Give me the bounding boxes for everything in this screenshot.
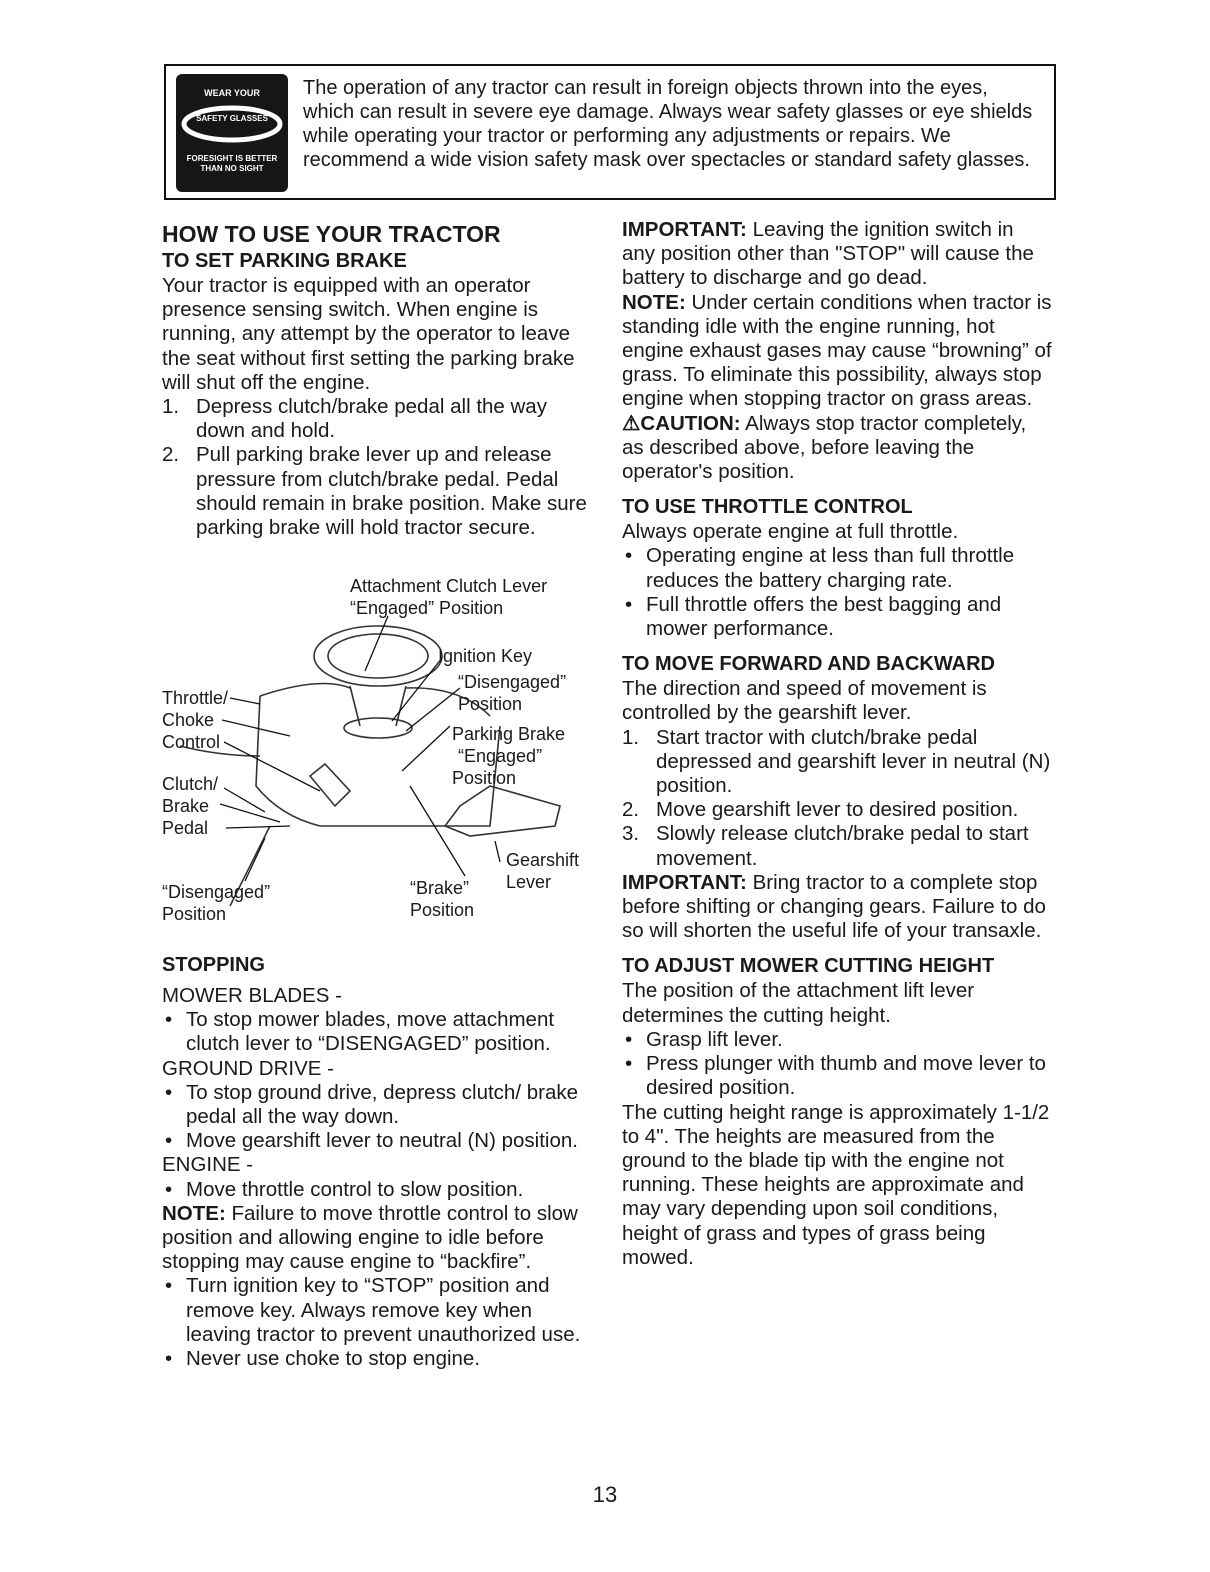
throttle-intro: Always operate engine at full throttle. bbox=[622, 520, 959, 544]
caution-stop: ⚠CAUTION: Always stop tractor completely, as described above, before leaving the operator's position. bbox=[622, 411, 1027, 484]
engine-bullet-1: • Move throttle control to slow position. bbox=[165, 1177, 524, 1201]
label-parking-brake: Parking Brake bbox=[452, 724, 566, 744]
engine-label: ENGINE - bbox=[162, 1153, 254, 1177]
ground-bullet-2: • Move gearshift lever to neutral (N) position. bbox=[165, 1129, 578, 1153]
important-gears: IMPORTANT: Bring tractor to a complete stop before shifting or changing gears. Failure to do so will shorten the useful life of your transaxle. bbox=[622, 870, 1046, 943]
label-position-parking: Position bbox=[452, 768, 517, 788]
label-choke: Choke bbox=[162, 710, 215, 730]
label-clutch: Clutch/ bbox=[162, 774, 219, 794]
throttle-heading: TO USE THROTTLE CONTROL bbox=[622, 496, 913, 519]
page-number: 13 bbox=[592, 1482, 618, 1507]
label-pedal: Pedal bbox=[162, 818, 209, 838]
parking-step-2: 2. Pull parking brake lever up and release pressure from clutch/brake pedal. Pedal should remain in brake position. Make sure parking brake will hold tractor secure. bbox=[162, 443, 587, 540]
badge-line2: SAFETY GLASSES bbox=[196, 114, 268, 123]
mower-bullet-1: • To stop mower blades, move attachment clutch lever to “DISENGAGED” position. bbox=[165, 1008, 555, 1056]
left-column-stopping bbox=[162, 952, 598, 1371]
cutting-outro: The cutting height range is approximately 1-1/2 to 4". The heights are measured from the ground to the blade tip with the engine not running. These heights are approximate and may vary depending upon soil conditions, height of grass and types of grass being mowed. bbox=[622, 1100, 1050, 1269]
mower-blades-label: MOWER BLADES - bbox=[162, 984, 342, 1007]
label-position-pedal: Position bbox=[162, 904, 227, 924]
final-bullet-2: • Never use choke to stop engine. bbox=[165, 1347, 481, 1371]
parking-brake-heading: TO SET PARKING BRAKE bbox=[162, 250, 407, 272]
note-browning: NOTE: Under certain conditions when tractor is standing idle with the engine running, hot engine exhaust gases may cause “browning” of grass. To eliminate this possibility, always stop engine when stopping tractor on grass areas. bbox=[622, 290, 1052, 411]
right-column bbox=[622, 218, 1052, 1270]
label-brake-position-q: “Brake” bbox=[410, 878, 470, 898]
parking-step-1: 1. Depress clutch/brake pedal all the way down and hold. bbox=[162, 395, 547, 443]
parking-brake-intro: Your tractor is equipped with an operator presence sensing switch. When engine is running, any attempt by the operator to leave the seat without first setting the parking brake will shut off the engine. bbox=[162, 274, 575, 394]
label-disengaged-ignition: “Disengaged” bbox=[458, 672, 567, 692]
label-ignition-key: Ignition Key bbox=[438, 646, 533, 666]
safety-glasses-badge bbox=[176, 74, 288, 192]
safety-glasses-icon bbox=[176, 100, 288, 150]
label-position-ignition: Position bbox=[458, 694, 523, 714]
label-engaged-position: “Engaged” Position bbox=[350, 598, 504, 618]
safety-warning-box bbox=[164, 64, 1056, 200]
stopping-heading: STOPPING bbox=[162, 954, 265, 976]
label-brake: Brake bbox=[162, 796, 210, 816]
badge-line3: FORESIGHT IS BETTER THAN NO SIGHT bbox=[186, 154, 278, 173]
label-disengaged-pedal: “Disengaged” bbox=[162, 882, 271, 902]
move-step-2: 2. Move gearshift lever to desired position. bbox=[622, 798, 1019, 822]
move-intro: The direction and speed of movement is controlled by the gearshift lever. bbox=[622, 677, 987, 725]
important-ignition: IMPORTANT: Leaving the ignition switch in any position other than "STOP" will cause the battery to discharge and go dead. bbox=[622, 218, 1034, 290]
move-step-3: 3. Slowly release clutch/brake pedal to start movement. bbox=[622, 822, 1029, 870]
cutting-intro: The position of the attachment lift lever determines the cutting height. bbox=[622, 979, 975, 1027]
cutting-bullet-1: • Grasp lift lever. bbox=[625, 1027, 783, 1051]
left-column-top bbox=[162, 220, 598, 540]
label-control: Control bbox=[162, 732, 221, 752]
caution-icon: ⚠ bbox=[622, 411, 641, 435]
stopping-note: NOTE: Failure to move throttle control to slow position and allowing engine to idle before stopping may cause engine to “backfire”. bbox=[162, 1201, 578, 1274]
ground-drive-label: GROUND DRIVE - bbox=[162, 1056, 334, 1080]
label-throttle: Throttle/ bbox=[162, 688, 229, 708]
throttle-bullet-1: • Operating engine at less than full throttle reduces the battery charging rate. bbox=[625, 544, 1015, 592]
move-heading: TO MOVE FORWARD AND BACKWARD bbox=[622, 653, 995, 676]
label-gearshift: Gearshift bbox=[506, 850, 580, 870]
final-bullet-1: • Turn ignition key to “STOP” position and remove key. Always remove key when leaving tractor to prevent unauthorized use. bbox=[165, 1274, 581, 1346]
label-brake-position: Position bbox=[410, 900, 475, 920]
label-engaged-parking: “Engaged” bbox=[458, 746, 543, 766]
label-attachment-clutch: Attachment Clutch Lever bbox=[350, 576, 548, 596]
cutting-heading: TO ADJUST MOWER CUTTING HEIGHT bbox=[622, 955, 995, 978]
tractor-controls-figure bbox=[160, 576, 600, 936]
page-title: HOW TO USE YOUR TRACTOR bbox=[162, 221, 501, 247]
badge-line1: WEAR YOUR bbox=[204, 88, 260, 98]
ground-bullet-1: • To stop ground drive, depress clutch/ brake pedal all the way down. bbox=[165, 1080, 578, 1129]
throttle-bullet-2: • Full throttle offers the best bagging and mower performance. bbox=[625, 592, 1002, 641]
label-lever: Lever bbox=[506, 872, 552, 892]
safety-warning-text: The operation of any tractor can result in foreign objects thrown into the eyes, which can result in severe eye damage. Always wear safety glasses or eye shields while operating your tractor or performing any adjustments or repairs. We recommend a wide vision safety mask over spectacles or standard safety glasses. bbox=[303, 77, 1033, 171]
move-step-1: 1. Start tractor with clutch/brake pedal depressed and gearshift lever in neutral (N) position. bbox=[622, 725, 1051, 798]
cutting-bullet-2: • Press plunger with thumb and move lever to desired position. bbox=[625, 1052, 1046, 1100]
